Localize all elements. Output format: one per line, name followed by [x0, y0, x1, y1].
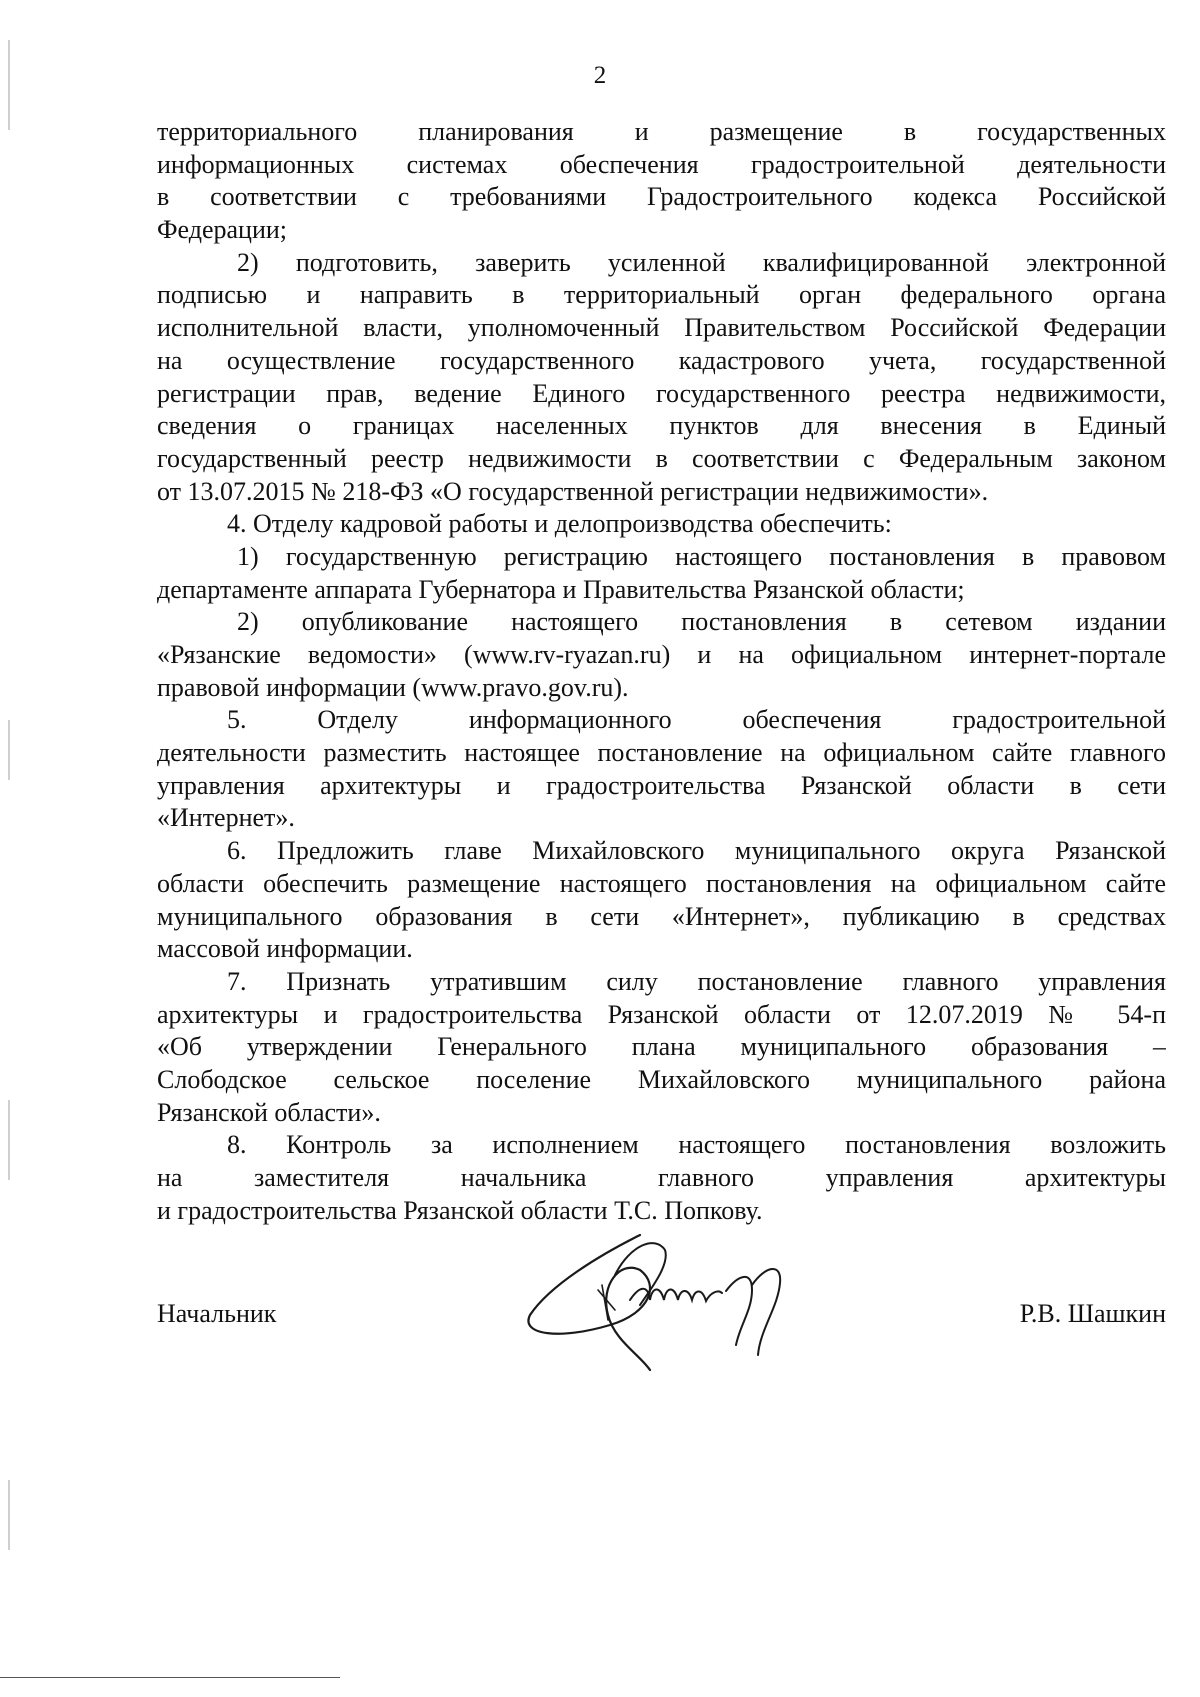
scan-margin-mark	[8, 1100, 10, 1180]
text-line: Федерации;	[157, 215, 288, 245]
signatory-title: Начальник	[157, 1299, 277, 1328]
text-line: Рязанской области».	[157, 1097, 381, 1127]
text-line: 4. Отделу кадровой работы и делопроизводства обеспечить:	[227, 509, 892, 539]
signature-block	[157, 1294, 1166, 1334]
text-line: подписью и направить в территориальный орган федерального органа	[157, 280, 1166, 310]
text-line: 2) опубликование настоящего постановления в сетевом издании	[237, 607, 1166, 637]
text-line: «Интернет».	[157, 803, 295, 833]
text-line: сведения о границах населенных пунктов для внесения в Единый	[157, 411, 1166, 441]
text-line: управления архитектуры и градостроительства Рязанской области в сети	[157, 770, 1166, 800]
text-line: 1) государственную регистрацию настоящего постановления в правовом	[237, 541, 1166, 571]
text-line: регистрации прав, ведение Единого государственного реестра недвижимости,	[157, 378, 1166, 408]
text-line: «Рязанские ведомости» (www.rv-ryazan.ru) и на официальном интернет-портале	[157, 640, 1166, 669]
text-line: 6. Предложить главе Михайловского муниципального округа Рязанской	[227, 836, 1166, 866]
text-line: муниципального образования в сети «Интернет», публикацию в средствах	[157, 901, 1166, 931]
footer-rule	[0, 1677, 340, 1678]
text-line: от 13.07.2015 № 218-ФЗ «О государственной регистрации недвижимости».	[157, 476, 989, 506]
text-line: территориального планирования и размещение в государственных	[157, 117, 1166, 146]
text-line: департаменте аппарата Губернатора и Правительства Рязанской области;	[157, 574, 965, 604]
page-number: 2	[593, 62, 607, 89]
scan-margin-mark	[8, 720, 10, 780]
text-line: на осуществление государственного кадастрового учета, государственной	[157, 345, 1166, 375]
text-line: 8. Контроль за исполнением настоящего постановления возложить	[227, 1130, 1166, 1160]
text-line: архитектуры и градостроительства Рязанской области от 12.07.2019 № 54-п	[157, 999, 1166, 1029]
text-line: 7. Признать утратившим силу постановление главного управления	[227, 966, 1166, 996]
text-line: на заместителя начальника главного управления архитектуры	[157, 1163, 1166, 1192]
text-line: массовой информации.	[157, 934, 413, 964]
document-body	[157, 116, 1166, 1227]
text-line: исполнительной власти, уполномоченный Правительством Российской Федерации	[157, 313, 1166, 343]
text-line: 2) подготовить, заверить усиленной квалифицированной электронной	[237, 247, 1166, 277]
text-line: государственный реестр недвижимости в соответствии с Федеральным законом	[157, 443, 1166, 473]
text-line: Слободское сельское поселение Михайловского муниципального района	[157, 1064, 1166, 1094]
text-line: в соответствии с требованиями Градостроительного кодекса Российской	[157, 182, 1166, 212]
text-line: информационных системах обеспечения градостроительной деятельности	[157, 149, 1166, 179]
scan-margin-mark	[8, 1480, 10, 1550]
text-line: правовой информации (www.pravo.gov.ru).	[157, 672, 629, 702]
text-line: и градостроительства Рязанской области Т.С. Попкову.	[157, 1195, 763, 1225]
text-line: области обеспечить размещение настоящего постановления на официальном сайте	[157, 868, 1166, 898]
signatory-name: Р.В. Шашкин	[1019, 1299, 1166, 1328]
text-line: «Об утверждении Генерального плана муниципального образования –	[157, 1032, 1166, 1062]
text-line: деятельности разместить настоящее постановление на официальном сайте главного	[157, 738, 1166, 768]
text-line: 5. Отделу информационного обеспечения градостроительной	[227, 705, 1166, 735]
